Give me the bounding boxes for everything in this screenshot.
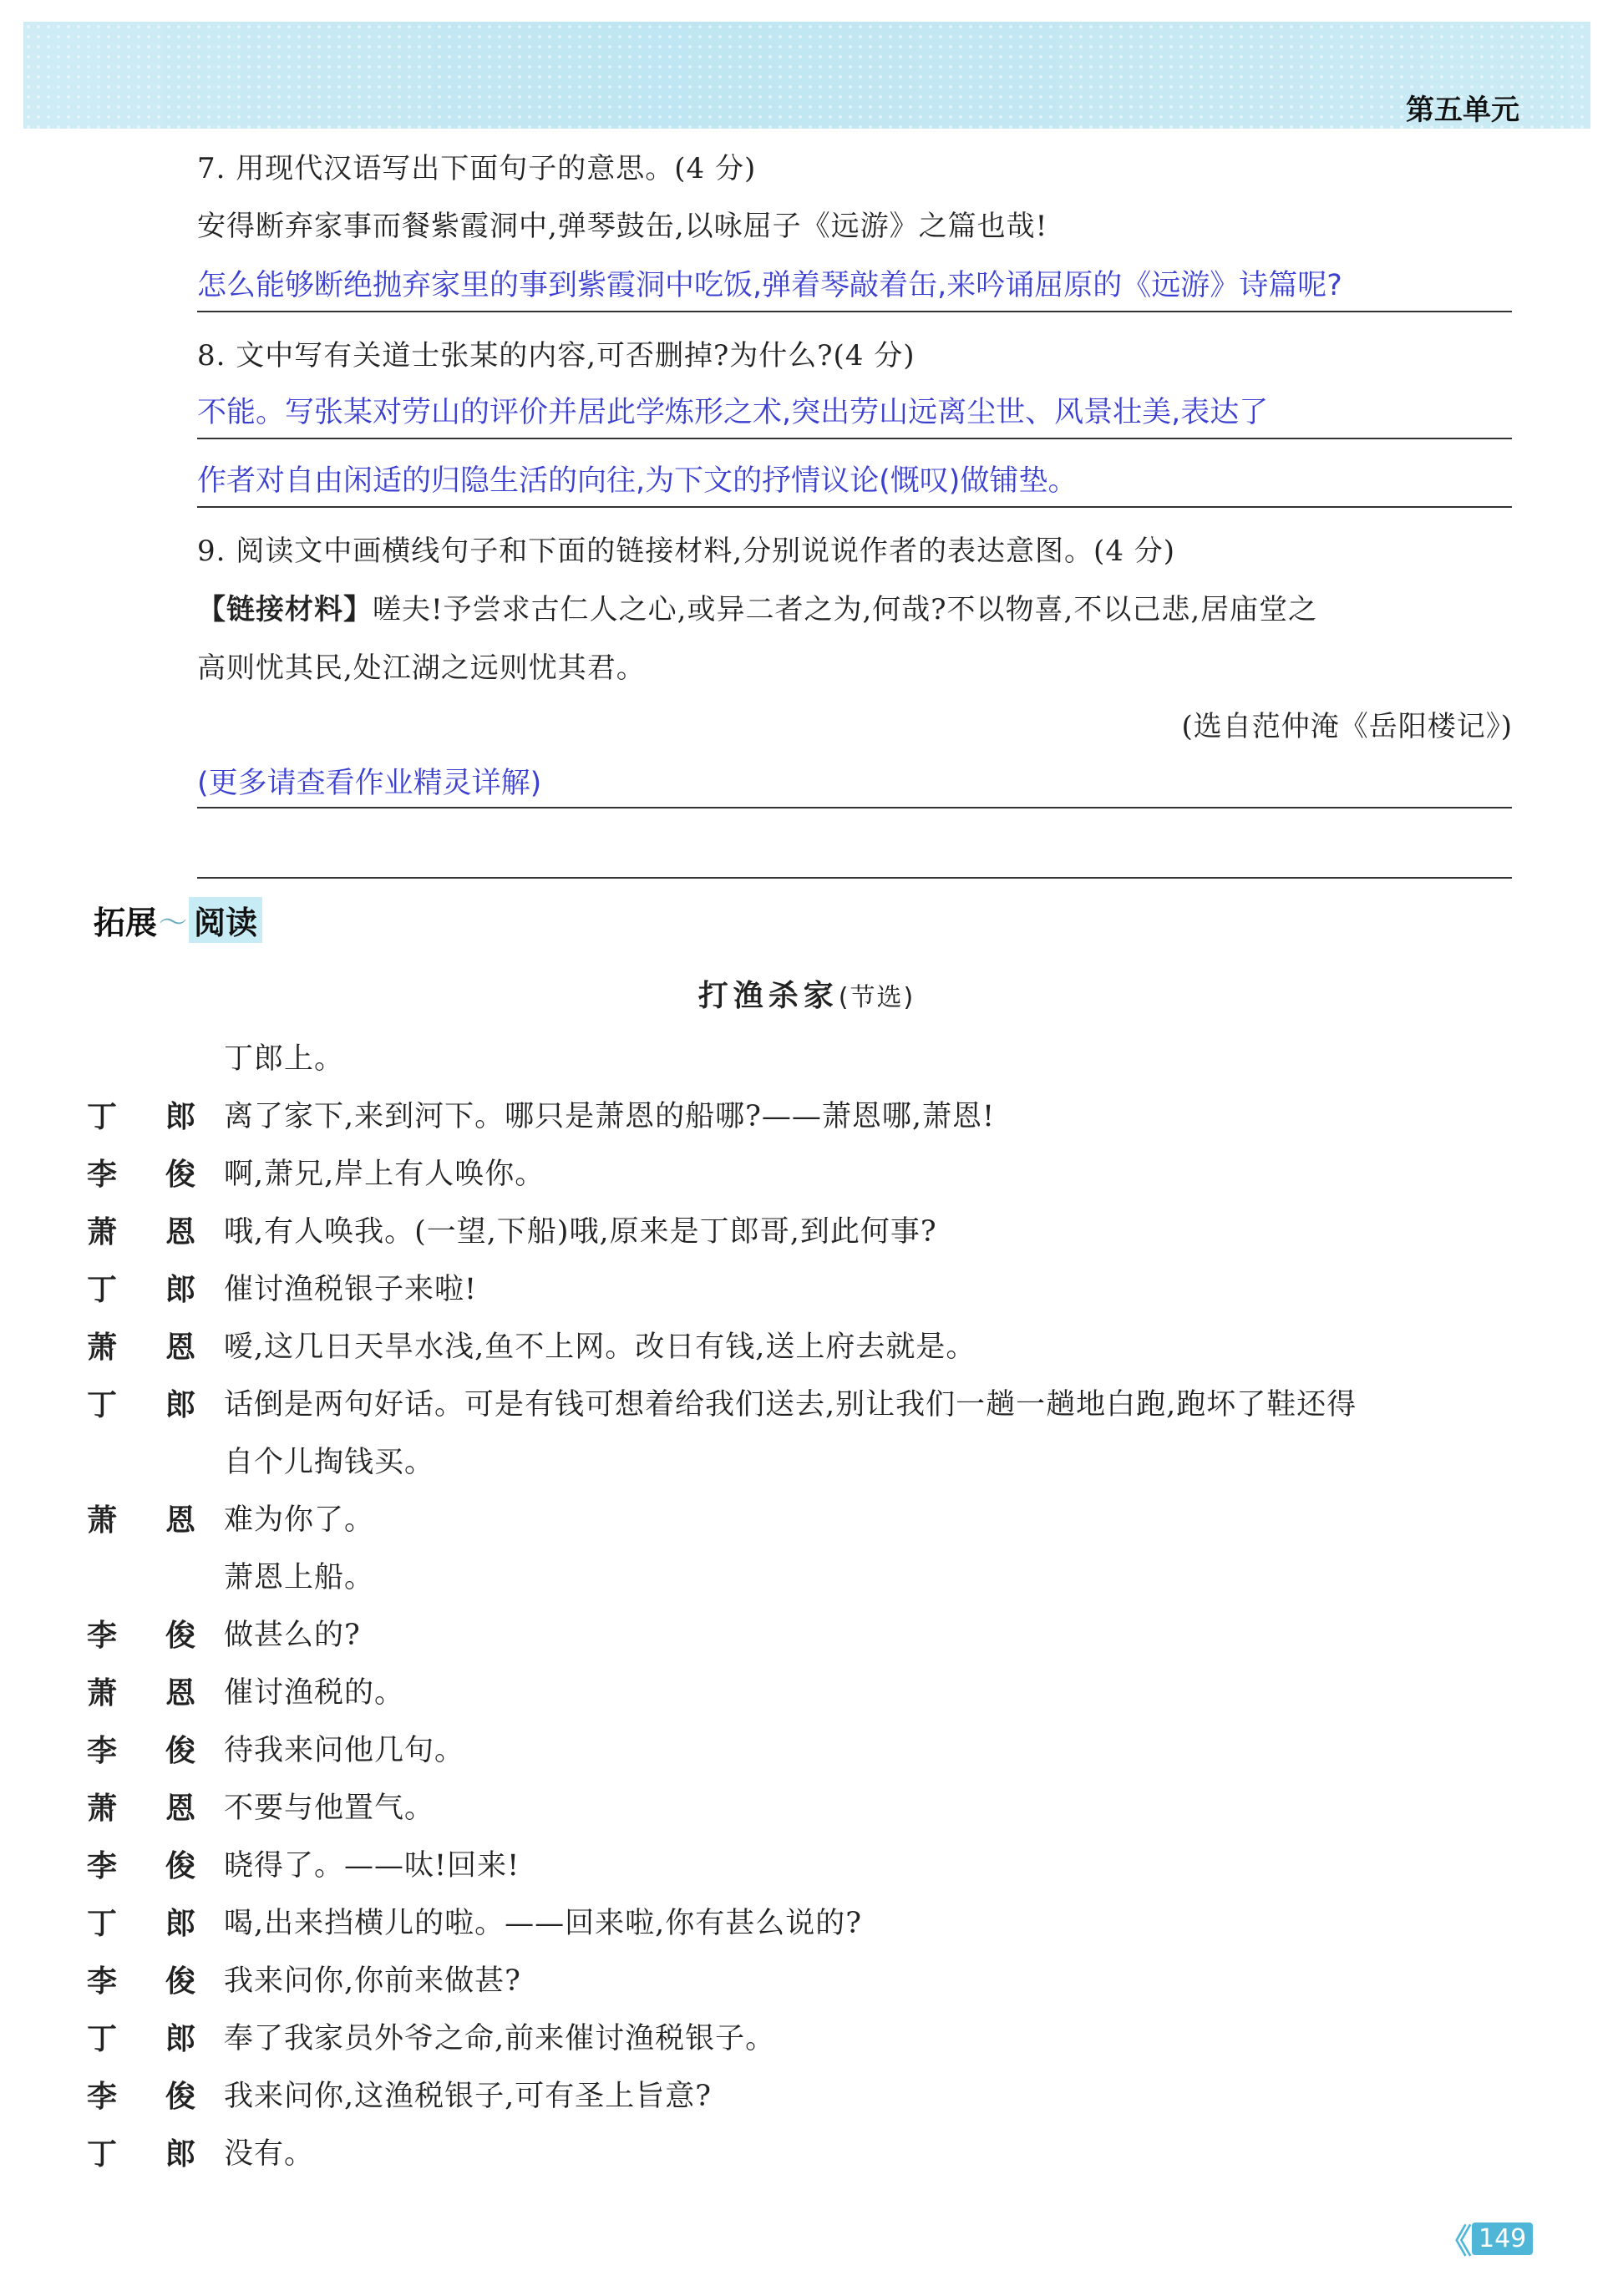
question-7-source: 安得断弃家事而餐紫霞洞中,弹琴鼓缶,以咏屈子《远游》之篇也哉!	[197, 210, 1048, 243]
answer-line	[197, 807, 1512, 808]
question-9-citation: (选自范仲淹《岳阳楼记》)	[1181, 710, 1513, 743]
speaker-name: 李 俊	[87, 1158, 195, 1192]
question-8-answer-line2: 作者对自由闲适的归隐生活的向往,为下文的抒情议论(慨叹)做铺垫。	[197, 464, 1078, 498]
dialogue-line: 晓得了。——呔!回来!	[224, 1849, 520, 1883]
speaker-name: 李 俊	[87, 1619, 195, 1653]
dialogue-line: 催讨渔税银子来啦!	[224, 1273, 478, 1306]
dialogue-line: 自个儿掏钱买。	[224, 1446, 435, 1479]
dialogue-line: 话倒是两句好话。可是有钱可想着给我们送去,别让我们一趟一趟地白跑,跑坏了鞋还得	[224, 1388, 1357, 1422]
page-number	[1438, 2215, 1533, 2263]
answer-line	[197, 506, 1512, 508]
speaker-name: 萧 恩	[87, 1215, 195, 1249]
question-9-prompt: 9. 阅读文中画横线句子和下面的链接材料,分别说说作者的表达意图。(4 分)	[197, 535, 1176, 568]
dialogue-line: 做甚么的?	[224, 1619, 361, 1652]
question-7-answer: 怎么能够断绝抛弃家里的事到紫霞洞中吃饭,弹着琴敲着缶,来吟诵屈原的《远游》诗篇呢?	[197, 269, 1342, 302]
dialogue-line: 离了家下,来到河下。哪只是萧恩的船哪?——萧恩哪,萧恩!	[224, 1100, 996, 1133]
speaker-name: 萧 恩	[87, 1792, 195, 1826]
speaker-name: 李 俊	[87, 2080, 195, 2114]
dialogue-line: 哦,有人唤我。(一望,下船)哦,原来是丁郎哥,到此何事?	[224, 1215, 937, 1249]
dialogue-line: 丁郎上。	[224, 1042, 345, 1076]
unit-title: 第五单元	[1406, 94, 1519, 127]
play-subtitle: (节选)	[838, 983, 916, 1012]
speaker-name: 李 俊	[87, 1734, 195, 1768]
speaker-name: 李 俊	[87, 1849, 195, 1883]
answer-line	[197, 877, 1512, 879]
dialogue-line: 难为你了。	[224, 1503, 375, 1537]
answer-line	[197, 311, 1512, 312]
dialogue-line: 啊,萧兄,岸上有人唤你。	[224, 1158, 545, 1191]
speaker-name: 萧 恩	[87, 1676, 195, 1711]
question-9-material-line2: 高则忧其民,处江湖之远则忧其君。	[197, 651, 646, 685]
dialogue-line: 待我来问他几句。	[224, 1734, 465, 1767]
speaker-name: 丁 郎	[87, 1100, 195, 1134]
question-7-prompt: 7. 用现代汉语写出下面句子的意思。(4 分)	[197, 152, 757, 185]
wave-icon: 〜	[159, 906, 188, 940]
question-8-answer-line1: 不能。写张某对劳山的评价并居此学炼形之术,突出劳山远离尘世、风景壮美,表达了	[197, 396, 1269, 429]
speaker-name: 萧 恩	[87, 1503, 195, 1538]
dialogue-line: 萧恩上船。	[224, 1561, 375, 1594]
speaker-name: 丁 郎	[87, 1388, 195, 1422]
answer-line	[197, 438, 1512, 439]
speaker-name: 萧 恩	[87, 1330, 195, 1365]
dialogue-line: 没有。	[224, 2137, 315, 2171]
dialogue-line: 奉了我家员外爷之命,前来催讨渔税银子。	[224, 2022, 776, 2055]
dialogue-line: 不要与他置气。	[224, 1792, 435, 1825]
speaker-name: 丁 郎	[87, 2137, 195, 2172]
speaker-name: 李 俊	[87, 1964, 195, 1999]
dialogue-line: 催讨渔税的。	[224, 1676, 405, 1710]
dialogue-line: 我来问你,你前来做甚?	[224, 1964, 521, 1998]
speaker-name: 丁 郎	[87, 1273, 195, 1307]
play-title: 打渔杀家(节选)	[697, 979, 916, 1013]
dialogue-line: 喝,出来挡横儿的啦。——回来啦,你有甚么说的?	[224, 1907, 863, 1940]
dialogue-line: 嗳,这几日天旱水浅,鱼不上网。改日有钱,送上府去就是。	[224, 1330, 976, 1364]
link-material-label: 【链接材料】	[197, 593, 373, 626]
chevron-left-icon: 《	[1438, 2223, 1472, 2261]
question-9-material-line1: 【链接材料】嗟夫!予尝求古仁人之心,或异二者之为,何哉?不以物喜,不以己悲,居庙堂之	[197, 593, 1318, 626]
header-band	[23, 22, 1590, 129]
speaker-name: 丁 郎	[87, 2022, 195, 2056]
question-9-answer[interactable]: (更多请查看作业精灵详解)	[197, 767, 542, 800]
dialogue-line: 我来问你,这渔税银子,可有圣上旨意?	[224, 2080, 713, 2113]
page-number-label: 149	[1472, 2223, 1533, 2255]
speaker-name: 丁 郎	[87, 1907, 195, 1941]
section-title: 拓展 〜 阅读	[94, 897, 262, 943]
question-8-prompt: 8. 文中写有关道士张某的内容,可否删掉?为什么?(4 分)	[197, 339, 916, 373]
